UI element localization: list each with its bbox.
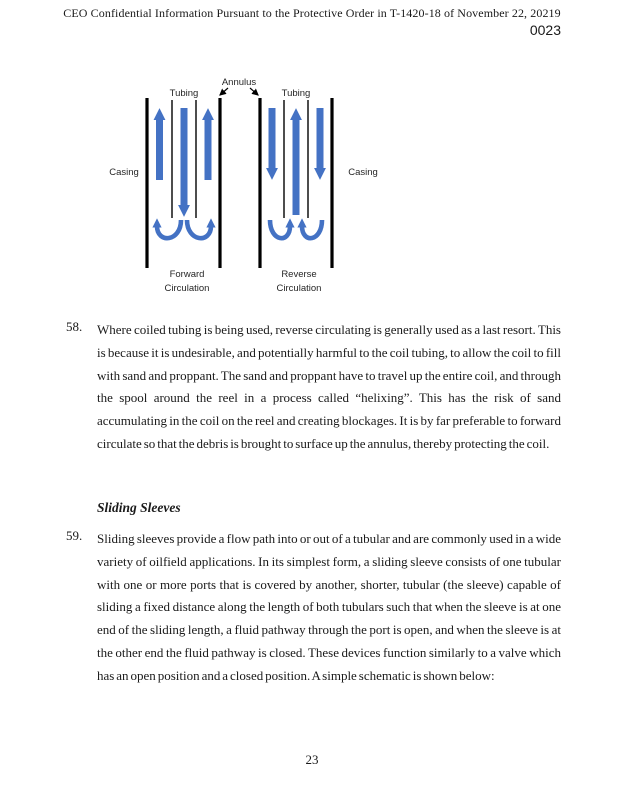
casing-label-right: Casing [348,167,378,178]
confidentiality-header: CEO Confidential Information Pursuant to the Protective Order in T-1420-18 of November 22, 20219 [63,6,561,20]
bates-stamp: 0023 [529,22,561,38]
forward-caption-line1: Forward [169,269,205,280]
circulation-diagram [95,70,385,305]
reverse-caption-line1: Reverse [281,269,317,280]
annulus-pointer-right-icon [250,88,258,95]
paragraph-59-number: 59. [66,528,83,543]
annulus-label: Annulus [221,77,257,88]
paragraph-58-text: Where coiled tubing is being used, reverse circulating is generally used as a last resort. This is because it is undesirable, and potentially harmful to the coil tubing, to allow the coil to fill with sand and proppant. The sand and proppant have to travel up the entire coil, and through the spool around the reel in a process called “helixing”. This has the risk of sand accumulating in the coil on the reel and creating blockages. It is by far preferable to forward circulate so that the debris is brought to surface up the annulus, thereby protecting the coil. [97,322,561,451]
reverse-caption-line2: Circulation [276,283,322,294]
forward-circulation-well [147,98,220,268]
reverse-uturn-left-icon [270,220,290,238]
forward-uturn-left-icon [157,220,181,238]
paragraph-59 [66,528,561,688]
page-number: 23 [305,752,319,767]
paragraph-58 [66,319,561,456]
tubing-label-right: Tubing [281,88,311,99]
reverse-circulation-well [260,98,332,268]
reverse-uturn-right-icon [302,220,322,238]
tubing-label-left: Tubing [169,88,199,99]
forward-uturn-right-icon [187,220,211,238]
section-heading-sliding-sleeves: Sliding Sleeves [97,500,181,515]
casing-label-left: Casing [109,167,139,178]
paragraph-59-text: Sliding sleeves provide a flow path into or out of a tubular and are commonly used in a wide variety of oilfield applications. In its simplest form, a sliding sleeve consists of one tubular with one or more ports that is covered by another, shorter, tubular (the sleeve) capable of sliding a fixed distance along the length of both tubulars such that when the sleeve is at one end of the sliding length, a fluid pathway through the port is open, and when the sleeve is at the other end the fluid pathway is closed. These devices function similarly to a valve which has an open position and a closed position. A simple schematic is shown below: [97,531,561,683]
annulus-pointer-left-icon [220,88,228,95]
forward-caption-line2: Circulation [164,283,210,294]
paragraph-58-number: 58. [66,319,83,334]
